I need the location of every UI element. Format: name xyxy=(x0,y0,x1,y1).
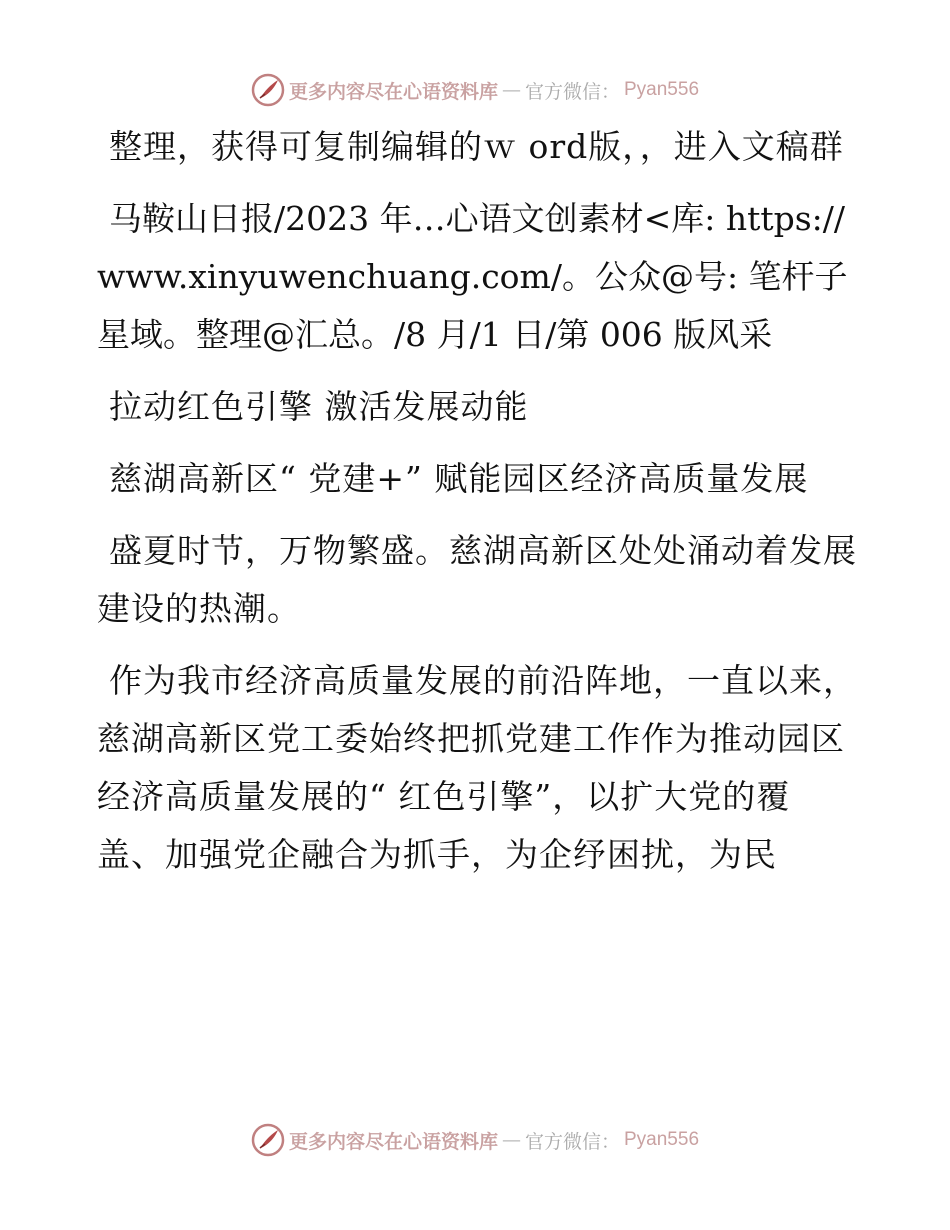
document-body xyxy=(97,118,857,898)
header-banner-title: 更多内容尽在心语资料库 xyxy=(288,80,498,103)
footer-official-label: 官方微信： xyxy=(524,1130,620,1153)
paragraph-intro: 整理，获得可复制编辑的ｗ ord版，，进入文稿群 xyxy=(109,127,844,166)
header-wechat-id: Pyan556 xyxy=(624,79,700,100)
footer-banner-inner xyxy=(251,1123,699,1157)
header-banner xyxy=(0,70,950,110)
article-subtitle: 慈湖高新区“ 党建+” 赋能园区经济高质量发展 xyxy=(109,459,809,498)
footer-banner xyxy=(0,1120,950,1160)
feather-quill-icon xyxy=(251,1123,285,1157)
article-title: 拉动红色引擎 激活发展动能 xyxy=(109,387,529,426)
paragraph-lead: 盛夏时节，万物繁盛。慈湖高新区处处涌动着发展建设的热潮。 xyxy=(97,531,857,628)
footer-banner-dash: — xyxy=(501,1129,521,1151)
feather-quill-icon xyxy=(251,73,285,107)
paragraph-body: 作为我市经济高质量发展的前沿阵地，一直以来，慈湖高新区党工委始终把抓党建工作作为推动园区经济高质量发展的“ 红色引擎”，以扩大党的覆盖、加强党企融合为抓手，为企纾困扰，为民 xyxy=(97,661,857,874)
header-official-label: 官方微信： xyxy=(524,80,620,103)
header-banner-inner xyxy=(251,73,699,107)
paragraph-source: 马鞍山日报/2023 年…心语文创素材<库: https://www.xinyuwenchuang.com/。公众@号: 笔杆子星域。整理@汇总。/8 月/1 日/第 006 版风采 xyxy=(97,199,848,354)
footer-wechat-id: Pyan556 xyxy=(624,1129,700,1150)
footer-banner-title: 更多内容尽在心语资料库 xyxy=(288,1130,498,1153)
header-banner-dash: — xyxy=(501,79,521,101)
